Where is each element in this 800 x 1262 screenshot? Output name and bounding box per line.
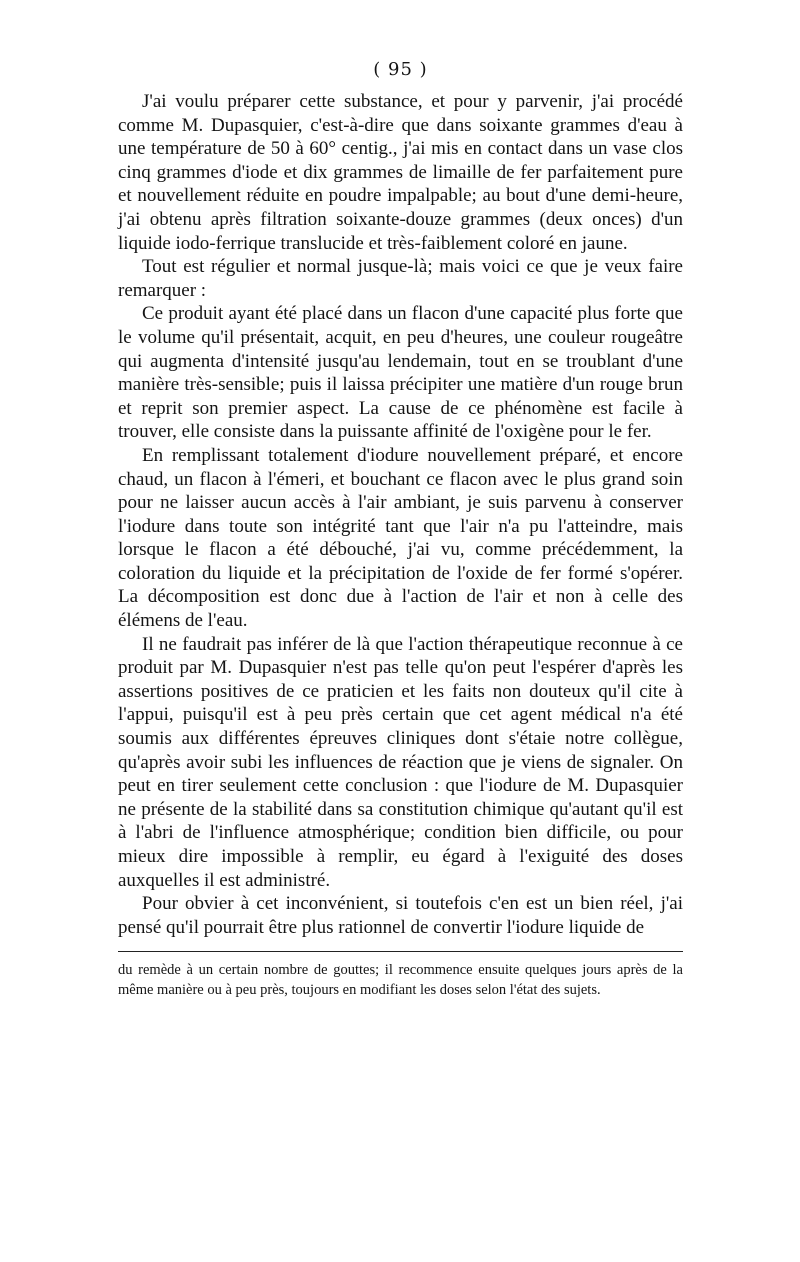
paragraph: En remplissant totalement d'iodure nouvellement préparé, et encore chaud, un flacon à l'émeri, et bouchant ce flacon avec le plus grand soin pour ne laisser aucun accès à l'air ambiant, je suis parvenu à conserver l'iodure dans toute son intégrité tant que l'air n'a pu l'atteindre, mais lorsque le flacon a été débouché, j'ai vu, comme précédemment, la coloration du liquide et la précipitation de l'oxide de fer formé s'opérer. La décomposition est donc due à l'action de l'air et non à celle des élémens de l'eau. — [118, 444, 683, 632]
paragraph: Il ne faudrait pas inférer de là que l'action thérapeutique reconnue à ce produit par M. Dupasquier n'est pas telle qu'on peut l'espérer d'après les assertions positives de ce praticien et les faits non douteux qu'il cite à l'appui, puisqu'il est à peu près certain que cet agent médical n'a été soumis aux différentes épreuves cliniques dont s'étaie notre collègue, qu'après avoir subi les influences de réaction que je viens de signaler. On peut en tirer seulement cette conclusion : que l'iodure de M. Dupasquier ne présente de la stabilité dans sa constitution chimique qu'autant qu'il est à l'abri de l'influence atmosphérique; condition bien difficile, ou pour mieux dire impossible à remplir, eu égard à l'exiguité des doses auxquelles il est administré. — [118, 633, 683, 891]
footnote-text: du remède à un certain nombre de gouttes; il recommence ensuite quelques jours après de la même manière ou à peu près, toujours en modifiant les doses selon l'état des sujets. — [118, 962, 683, 999]
page-number: ( 95 ) — [373, 59, 428, 80]
footnote — [118, 960, 683, 1000]
document-page — [118, 58, 683, 1000]
paragraph: J'ai voulu préparer cette substance, et pour y parvenir, j'ai procédé comme M. Dupasquier, c'est-à-dire que dans soixante grammes d'eau à une température de 50 à 60° centig., j'ai mis en contact dans un vase clos cinq grammes d'iode et dix grammes de limaille de fer parfaitement pure et nouvellement réduite en poudre impalpable; au bout d'une demi-heure, j'ai obtenu après filtration soixante-douze grammes (deux onces) d'un liquide iodo-ferrique translucide et très-faiblement coloré en jaune. — [118, 91, 683, 254]
paragraph: Ce produit ayant été placé dans un flacon d'une capacité plus forte que le volume qu'il présentait, acquit, en peu d'heures, une couleur rougeâtre qui augmenta d'intensité jusqu'au lendemain, tout en se troublant d'une manière très-sensible; puis il laissa précipiter une matière d'un rouge brun et reprit son premier aspect. La cause de ce phénomène est facile à trouver, elle consiste dans la puissante affinité de l'oxigène pour le fer. — [118, 303, 683, 443]
footnote-divider — [118, 951, 683, 952]
body-text — [118, 90, 683, 939]
paragraph: Pour obvier à cet inconvénient, si toutefois c'en est un bien réel, j'ai pensé qu'il pourrait être plus rationnel de convertir l'iodure liquide de — [118, 893, 683, 938]
paragraph: Tout est régulier et normal jusque-là; mais voici ce que je veux faire remarquer : — [118, 256, 683, 301]
